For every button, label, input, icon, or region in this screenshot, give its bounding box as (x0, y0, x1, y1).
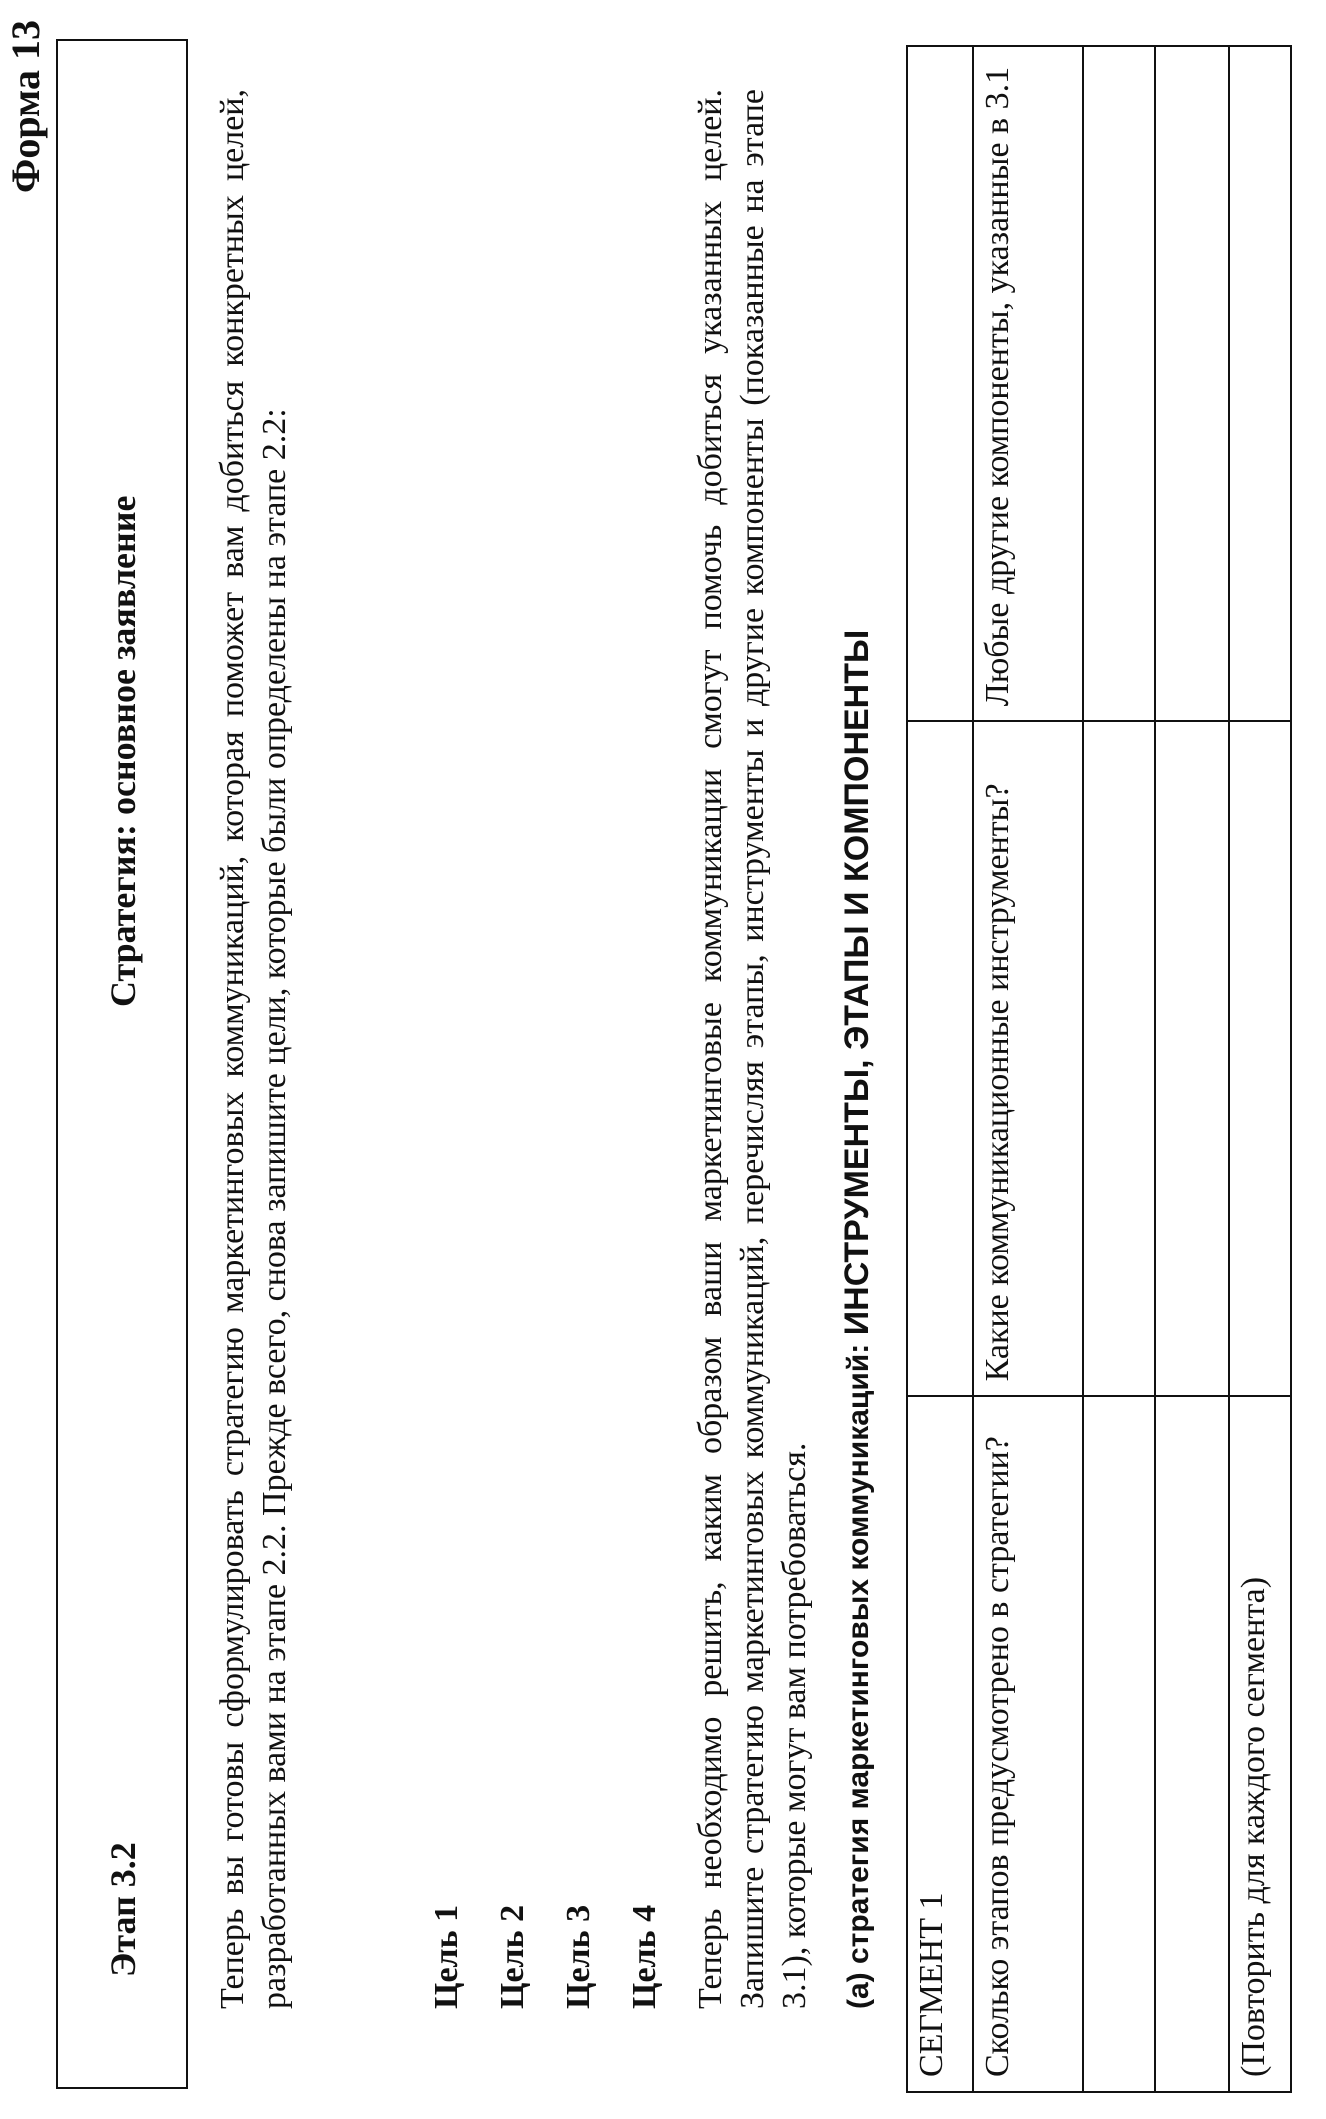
form-number: Форма 13 (3, 20, 48, 193)
table-row-segment (907, 46, 973, 2092)
section-heading (838, 630, 877, 2009)
repeat-note: (Повторить для каждого сегмента) (1229, 1396, 1291, 2092)
strategy-table (906, 45, 1292, 2093)
question-stages-count: Сколько этапов предусмотрено в стратегии? (973, 1396, 1083, 2092)
section-heading-lead: (а) стратегия маркетинговых коммуникаций: (842, 1343, 875, 2009)
answer-cell[interactable] (1229, 721, 1291, 1396)
table-row-repeat-note (1229, 46, 1291, 2092)
table-cell-empty[interactable] (907, 721, 973, 1396)
goal-4-label: Цель 4 (626, 1904, 663, 2009)
goal-1-label: Цель 1 (428, 1904, 465, 2009)
question-other-components: Любые другие компоненты, указанные в 3.1 (973, 46, 1083, 721)
answer-cell[interactable] (1083, 1396, 1155, 2092)
intro-paragraph: Теперь вы готовы сформулировать стратегию маркетинговых коммуникаций, которая поможет вам добиться конкретных целей, разработанных вами на этапе 2.2. Прежде всего, снова запишите цели, которые были определены на этапе 2.2: (214, 89, 293, 2009)
answer-cell[interactable] (1083, 721, 1155, 1396)
section-heading-caps: ИНСТРУМЕНТЫ, ЭТАПЫ И КОМПОНЕНТЫ (838, 629, 876, 1336)
goal-2-label: Цель 2 (494, 1904, 531, 2009)
stage-label: Этап 3.2 (103, 1842, 143, 1977)
instructions-paragraph: Теперь необходимо решить, каким образом ваши маркетинговые коммуникации смогут помочь добиться указанных целей. Запишите стратегию маркетинговых коммуникаций, перечисляя этапы, инструменты и другие компоненты (показанные на этапе 3.1), которые могут вам потребоваться. (692, 89, 813, 2009)
table-row-answer (1083, 46, 1155, 2092)
goal-3-label: Цель 3 (560, 1904, 597, 2009)
stage-title: Стратегия: основное заявление (103, 495, 143, 1007)
segment-cell: СЕГМЕНТ 1 (907, 1396, 973, 2092)
question-communication-tools: Какие коммуникационные инструменты? (973, 721, 1083, 1396)
answer-cell[interactable] (1155, 721, 1229, 1396)
table-row-answer (1155, 46, 1229, 2092)
answer-cell[interactable] (1155, 1396, 1229, 2092)
stage-header-box (56, 39, 188, 2089)
answer-cell[interactable] (1229, 46, 1291, 721)
table-cell-empty[interactable] (907, 46, 973, 721)
table-row-questions (973, 46, 1083, 2092)
answer-cell[interactable] (1155, 46, 1229, 721)
answer-cell[interactable] (1083, 46, 1155, 721)
